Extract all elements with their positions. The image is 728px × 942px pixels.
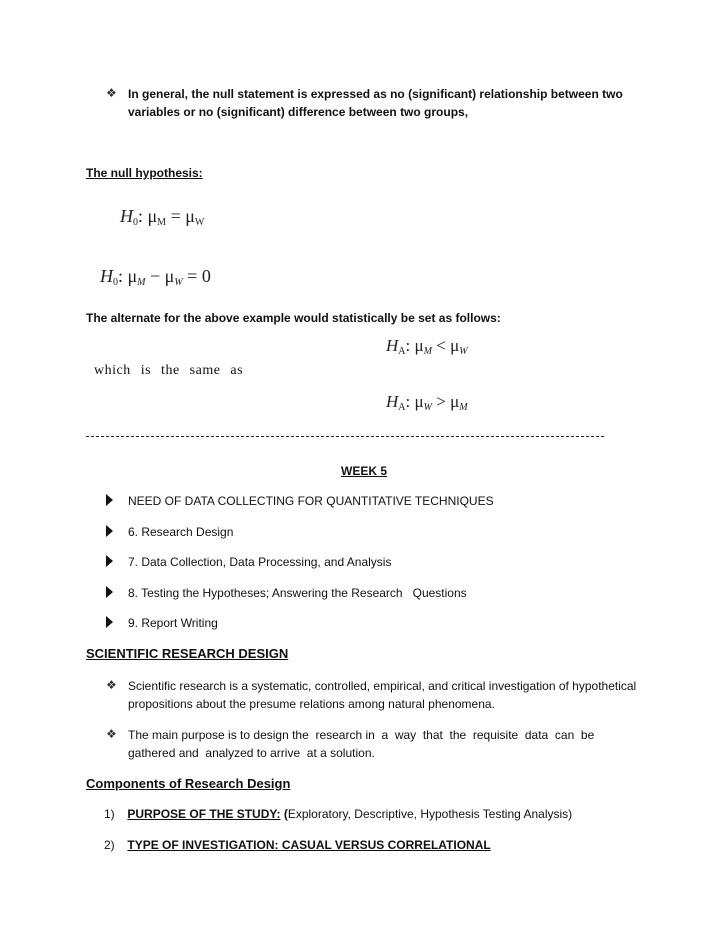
dashed-separator	[86, 436, 604, 437]
triangle-bullet-icon	[106, 525, 113, 537]
sci-bullet-2-line1: The main purpose is to design the research in a way that the requisite data can be	[128, 728, 595, 742]
equation-alt-2: $H_A$: $\mu_W > \mu_M$	[386, 392, 468, 413]
triangle-bullet-icon	[106, 586, 113, 598]
component-item	[104, 838, 491, 852]
alternate-heading: The alternate for the above example would statistically be set as follows:	[86, 311, 501, 325]
equation-null-2: $H_0$: $\mu_M - \mu_W = 0$	[100, 266, 211, 288]
component-label: PURPOSE OF THE STUDY:	[127, 807, 281, 821]
components-heading: Components of Research Design	[86, 776, 291, 791]
component-description: Exploratory, Descriptive, Hypothesis Testing Analysis)	[287, 807, 573, 821]
sci-bullet-1-line1: Scientific research is a systematic, controlled, empirical, and critical investigation of hypothetical	[128, 679, 637, 693]
intro-bullet-line2: variables or no (significant) difference between two groups,	[128, 105, 469, 119]
week-item: NEED OF DATA COLLECTING FOR QUANTITATIVE TECHNIQUES	[128, 494, 494, 508]
diamond-bullet-icon: ❖	[106, 727, 117, 741]
week-item: 6. Research Design	[128, 525, 234, 539]
week-item: 9. Report Writing	[128, 616, 218, 630]
week-item: 8. Testing the Hypotheses; Answering the Research Questions	[128, 586, 467, 600]
week-item: 7. Data Collection, Data Processing, and Analysis	[128, 555, 392, 569]
component-number: 1)	[104, 807, 115, 821]
sci-bullet-1-line2: propositions about the presume relations among natural phenomena.	[128, 697, 495, 711]
equation-alt-1: $H_A$: $\mu_M < \mu_W$	[386, 336, 468, 357]
triangle-bullet-icon	[106, 616, 113, 628]
component-number: 2)	[104, 838, 115, 852]
diamond-bullet-icon: ❖	[106, 86, 117, 100]
component-open-paren: (	[283, 807, 288, 821]
component-item	[104, 807, 572, 821]
scientific-research-heading: SCIENTIFIC RESEARCH DESIGN	[86, 646, 289, 661]
triangle-bullet-icon	[106, 494, 113, 506]
same-as-text: which is the same as	[94, 363, 244, 378]
triangle-bullet-icon	[106, 555, 113, 567]
equation-null-1: $H_0$: $\mu_M = \mu_W$	[120, 206, 205, 228]
diamond-bullet-icon: ❖	[106, 678, 117, 692]
null-hypothesis-heading: The null hypothesis:	[86, 166, 203, 180]
component-label: TYPE OF INVESTIGATION: CASUAL VERSUS CORRELATIONAL	[127, 838, 491, 852]
sci-bullet-2-line2: gathered and analyzed to arrive at a solution.	[128, 746, 375, 760]
week-title: WEEK 5	[341, 464, 388, 478]
intro-bullet-line1: In general, the null statement is expressed as no (significant) relationship between two	[128, 87, 623, 101]
